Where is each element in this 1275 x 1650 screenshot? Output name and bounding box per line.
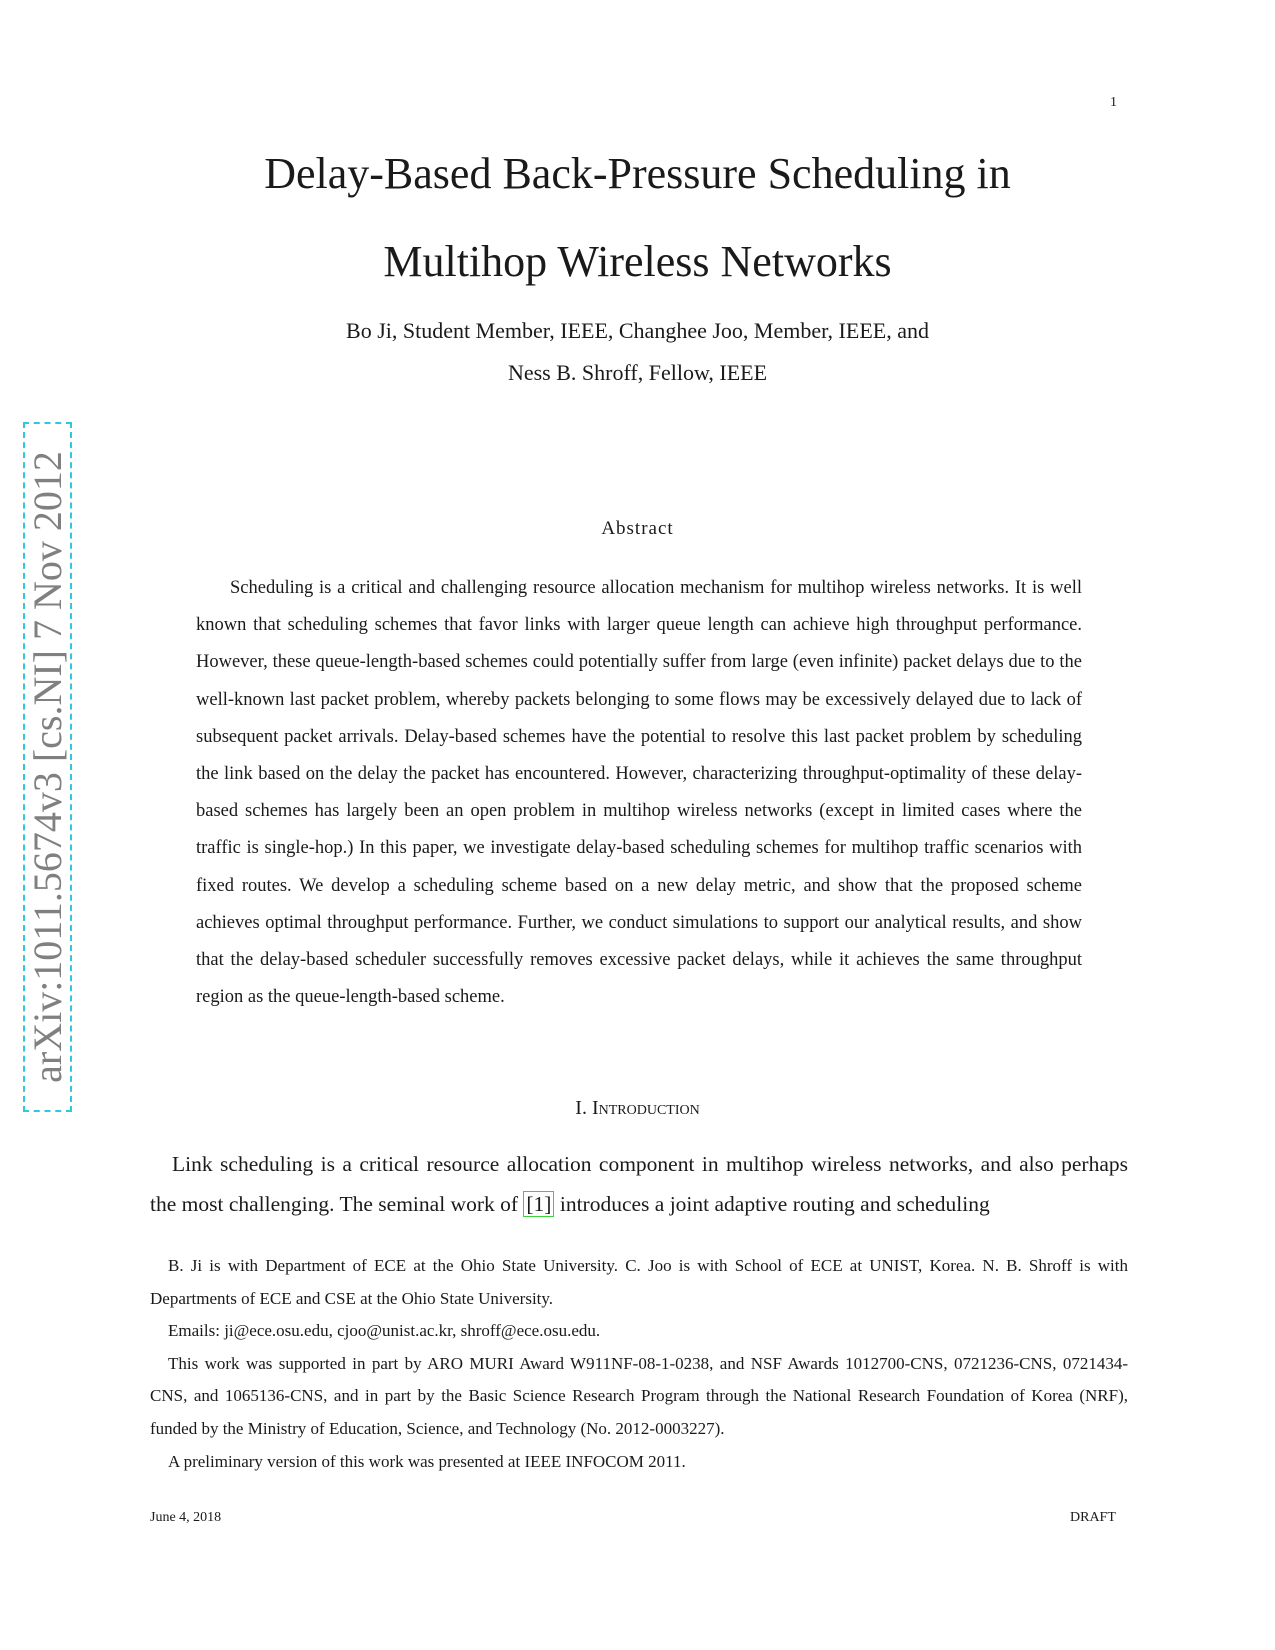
- authors-line-1: Bo Ji, Student Member, IEEE, Changhee Joo, Member, IEEE, and: [346, 318, 929, 343]
- abstract-heading: Abstract: [601, 518, 674, 539]
- footnotes: [150, 1250, 1128, 1478]
- footnote-preliminary: A preliminary version of this work was presented at IEEE INFOCOM 2011.: [168, 1451, 686, 1471]
- title-line-2: Multihop Wireless Networks: [383, 237, 892, 286]
- authors-line-2: Ness B. Shroff, Fellow, IEEE: [507, 360, 768, 385]
- footer-date: June 4, 2018: [150, 1510, 222, 1525]
- intro-text-after: introduces a joint adaptive routing and scheduling: [554, 1192, 990, 1216]
- intro-paragraph: [150, 1144, 1128, 1224]
- footer-status: DRAFT: [1070, 1510, 1116, 1525]
- section-title: Introduction: [591, 1097, 700, 1119]
- footnote-affiliations: B. Ji is with Department of ECE at the Ohio State University. C. Joo is with School of ECE at UNIST, Korea. N. B. Shroff is with Departments of ECE and CSE at the Ohio State University.: [150, 1256, 1128, 1308]
- page-number: 1: [1110, 95, 1117, 110]
- intro-text-before: Link scheduling is a critical resource allocation component in multihop wireless networks, and also perhaps the most challenging. The seminal work of: [150, 1152, 1128, 1216]
- paper-title: [0, 130, 1275, 306]
- arxiv-stamp-text: arXiv:1011.5674v3 [cs.NI] 7 Nov 2012: [24, 451, 70, 1083]
- footnote-emails: Emails: ji@ece.osu.edu, cjoo@unist.ac.kr, shroff@ece.osu.edu.: [168, 1321, 601, 1341]
- abstract-body: Scheduling is a critical and challenging resource allocation mechanism for multihop wireless networks. It is well known that scheduling schemes that favor links with larger queue length can achieve high throughput performance. However, these queue-length-based schemes could potentially suffer from large (even infinite) packet delays due to the well-known last packet problem, whereby packets belonging to some flows may be excessively delayed due to lack of subsequent packet arrivals. Delay-based schemes have the potential to resolve this last packet problem by scheduling the link based on the delay the packet has encountered. However, characterizing throughput-optimality of these delay-based schemes has largely been an open problem in multihop wireless networks (except in limited cases where the traffic is single-hop.) In this paper, we investigate delay-based scheduling schemes for multihop traffic scenarios with fixed routes. We develop a scheduling scheme based on a new delay metric, and show that the proposed scheme achieves optimal throughput performance. Further, we conduct simulations to support our analytical results, and show that the delay-based scheduler successfully removes excessive packet delays, while it achieves the same throughput region as the queue-length-based scheme.: [196, 578, 1082, 1008]
- section-number: I.: [575, 1097, 587, 1119]
- footnote-funding: This work was supported in part by ARO MURI Award W911NF-08-1-0238, and NSF Awards 1012700-CNS, 0721236-CNS, 0721434-CNS, and 1065136-CNS, and in part by the Basic Science Research Program through the National Research Foundation of Korea (NRF), funded by the Ministry of Education, Science, and Technology (No. 2012-0003227).: [150, 1353, 1128, 1438]
- title-line-1: Delay-Based Back-Pressure Scheduling in: [264, 149, 1011, 198]
- author-list: [0, 310, 1275, 394]
- citation-link[interactable]: [1]: [523, 1191, 554, 1217]
- section-heading: [0, 1097, 1275, 1120]
